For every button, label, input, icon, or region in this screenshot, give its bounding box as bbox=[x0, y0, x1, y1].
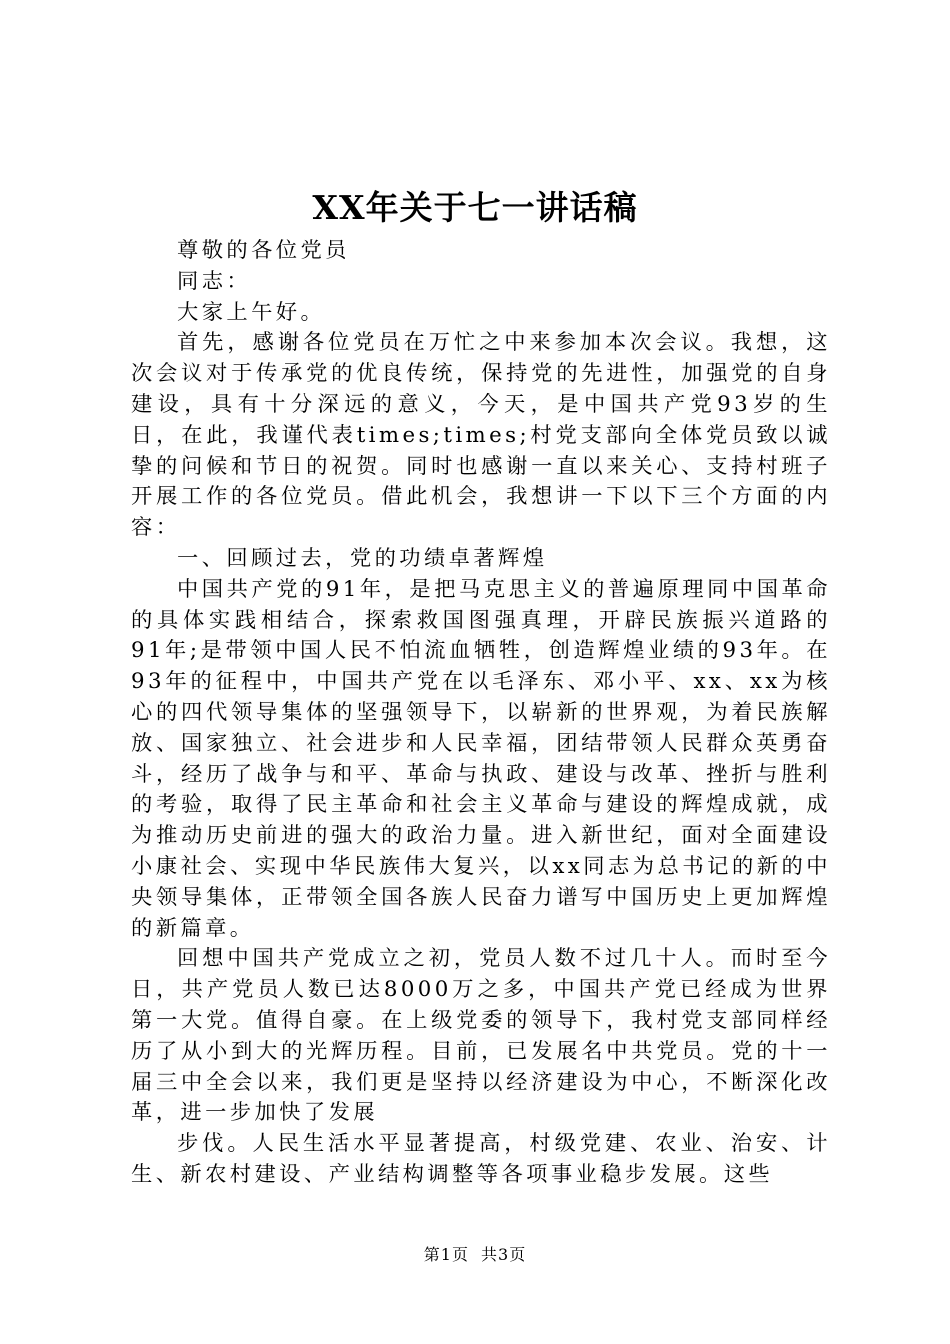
paragraph-progress: 步伐。人民生活水平显著提高，村级党建、农业、治安、计生、新农村建设、产业结构调整等各项事业稳步发展。这些 bbox=[131, 1131, 831, 1187]
page-number: 第1页 bbox=[423, 1245, 469, 1264]
paragraph-opening: 首先，感谢各位党员在万忙之中来参加本次会议。我想，这次会议对于传承党的优良传统，保持党的先进性，加强党的自身建设，具有十分深远的意义，今天，是中国共产党93岁的生日，在此，我谨代表times;times;村党支部向全体党员致以诚挚的问候和节日的祝贺。同时也感谢一直以来关心、支持村班子开展工作的各位党员。借此机会，我想讲一下以下三个方面的内容： bbox=[131, 330, 831, 541]
salutation-line-1: 尊敬的各位党员 bbox=[177, 238, 350, 263]
salutation-line-2: 同志： bbox=[177, 268, 252, 294]
greeting-line: 大家上午好。 bbox=[177, 299, 326, 325]
paragraph-history: 中国共产党的91年，是把马克思主义的普遍原理同中国革命的具体实践相结合，探索救国图强真理，开辟民族振兴道路的91年;是带领中国人民不怕流血牺牲，创造辉煌业绩的93年。在93年的征程中，中国共产党在以毛泽东、邓小平、xx、xx为核心的四代领导集体的坚强领导下，以崭新的世界观，为着民族解放、国家独立、社会进步和人民幸福，团结带领人民群众英勇奋斗，经历了战争与和平、革命与执政、建设与改革、挫折与胜利的考验，取得了民主革命和社会主义革命与建设的辉煌成就，成为推动历史前进的强大的政治力量。进入新世纪，面对全面建设小康社会、实现中华民族伟大复兴，以xx同志为总书记的新的中央领导集体，正带领全国各族人民奋力谱写中国历史上更加辉煌的新篇章。 bbox=[131, 576, 831, 941]
section-heading-1: 一、回顾过去，党的功绩卓著辉煌 bbox=[177, 545, 548, 571]
paragraph-growth: 回想中国共产党成立之初，党员人数不过几十人。而时至今日，共产党员人数已达8000万之多，中国共产党已经成为世界第一大党。值得自豪。在上级党委的领导下，我村党支部同样经历了从小到大的光辉历程。目前，已发展名中共党员。党的十一届三中全会以来，我们更是坚持以经济建设为中心，不断深化改革，进一步加快了发展 bbox=[131, 946, 831, 1126]
page-footer bbox=[0, 1245, 950, 1265]
document-body bbox=[131, 236, 831, 1191]
document-title: XX年关于七一讲话稿 bbox=[312, 188, 638, 227]
page-total: 共3页 bbox=[481, 1245, 527, 1264]
